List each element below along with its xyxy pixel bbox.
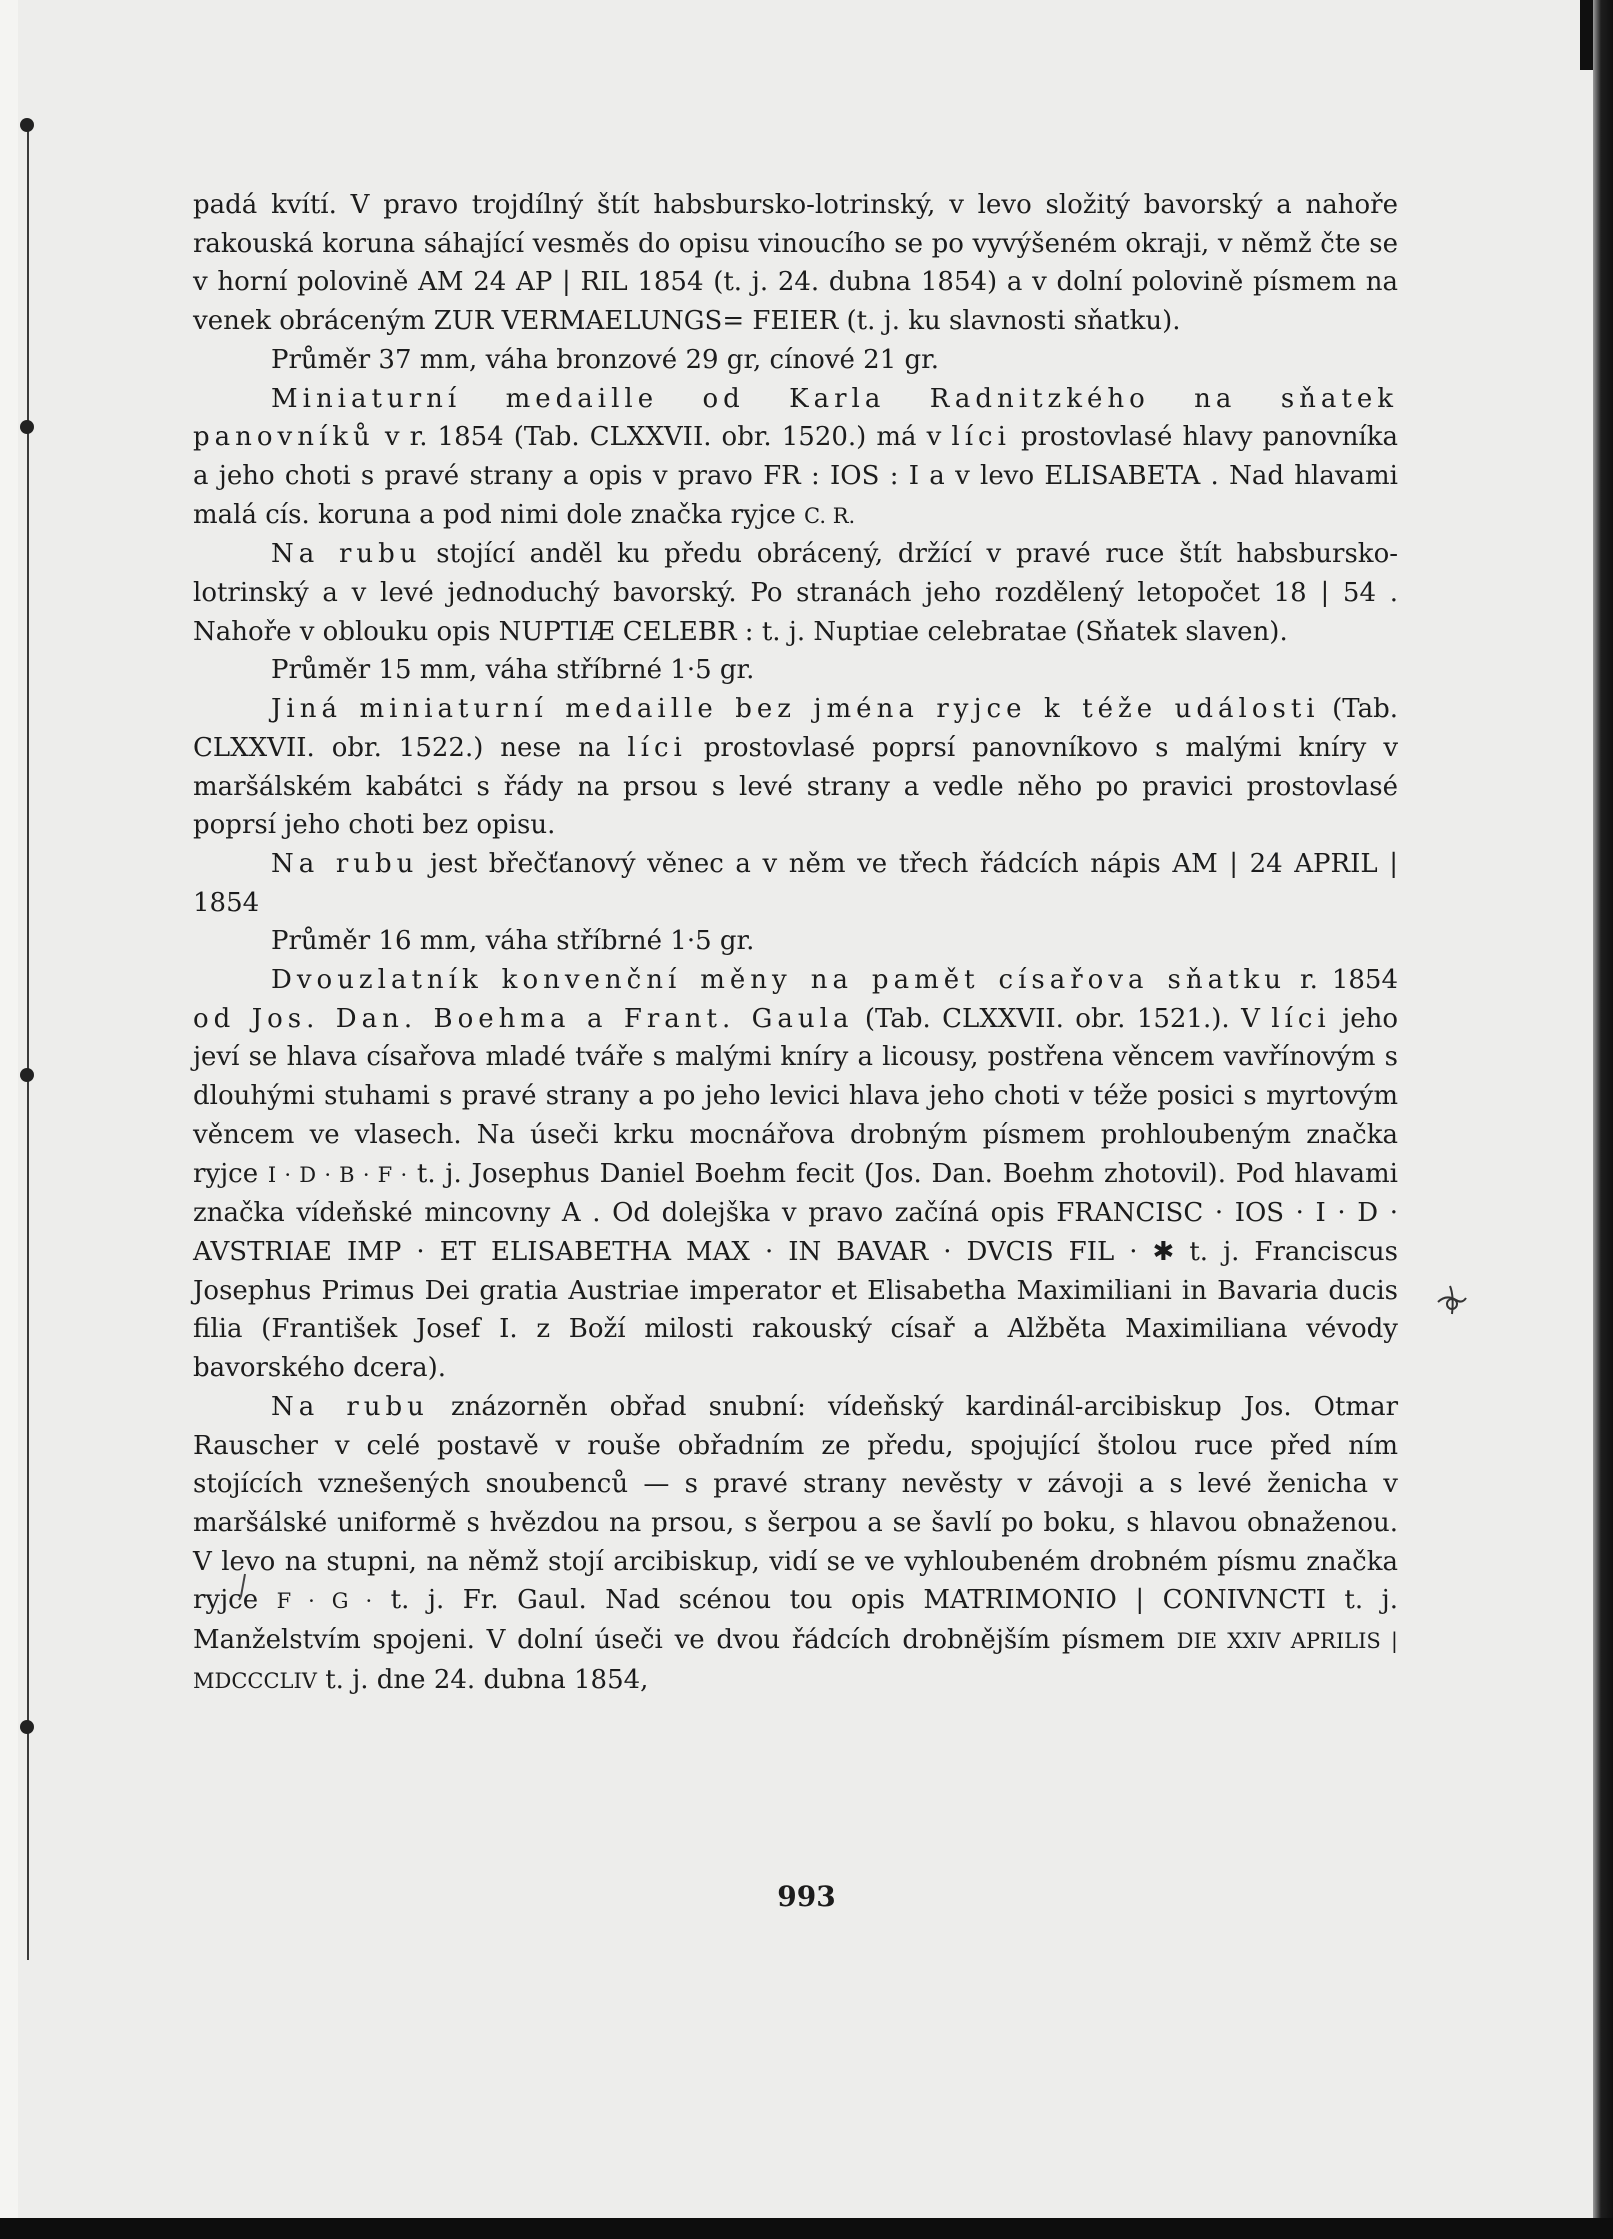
binding-mark — [20, 1068, 34, 1082]
paragraph — [193, 1388, 1398, 1701]
spaced-text: Jiná miniaturní medaille bez jména ryjce k téže události — [271, 694, 1320, 725]
paragraph — [193, 380, 1398, 536]
spaced-text: Na rubu — [271, 848, 419, 879]
scan-edge-bottom — [0, 2218, 1613, 2239]
text-run: v r. 1854 (Tab. CLXXVII. obr. 1520.) má v — [374, 422, 952, 453]
paragraph — [193, 845, 1398, 922]
text-run: prostovlasé hlavy panovníka a jeho choti s pravé strany a opis v pravo FR : IOS : I a v levo ELISABETA . Nad hlavami malá cís. koruna a pod nimi dole značka ryjce — [193, 422, 1399, 530]
text-run: padá kvítí. V pravo trojdílný štít habsbursko-lotrinský, v levo složitý bavorský a nahoře rakouská koruna sáhající vesměs do opisu vinoucího se po vyvýšeném okraji, v němž čte se v horní polovině AM 24 AP | RIL 1854 (t. j. 24. dubna 1854) a v dolní polovině písmem na venek obráceným ZUR VERMAELUNGS= FEIER (t. j. ku slavnosti sňatku). — [193, 190, 1398, 337]
spaced-text: líci — [951, 422, 1011, 453]
text-run: Průměr 37 mm, váha bronzové 29 gr, cínové 21 gr. — [271, 344, 939, 375]
small-caps-text: I · D · B · F · — [267, 1162, 408, 1187]
binding-mark — [20, 1720, 34, 1734]
page-number: 993 — [777, 1880, 836, 1913]
binding-mark — [20, 118, 34, 132]
paragraph — [193, 186, 1398, 341]
text-run: (Tab. CLXXVII. obr. 1522.) nese na — [193, 694, 1398, 763]
text-run: t. j. Josephus Daniel Boehm fecit (Jos. Dan. Boehm zhotovil). Pod hlavami značka vídeňské mincovny A . Od dolejška v pravo začíná opis FRANCISC · IOS · I · D · AVSTRIAE IMP · ET ELISABETHA MAX · IN BAVAR · DVCIS FIL · ✱ t. j. Franciscus Josephus Primus Dei gratia Austriae imperator et Elisabetha Maximiliani in Bavaria ducis filia (František Josef I. z Boží milosti rakouský císař a Alžběta Maximiliana vévody bavorského dcera). — [193, 1158, 1398, 1384]
spaced-text: Na rubu — [271, 1391, 429, 1422]
spaced-text: Miniaturní medaille od Karla Radnitzkého na sňatek panovníků — [193, 383, 1398, 453]
paragraph — [193, 961, 1398, 1388]
text-run: t. j. dne 24. dubna 1854, — [316, 1664, 649, 1695]
binding-mark — [20, 420, 34, 434]
spaced-text: Na rubu — [271, 539, 422, 570]
paragraph — [193, 922, 1398, 961]
text-run: jeho jeví se hlava císařova mladé tváře s malými kníry a licousy, postřena věncem vavřínovým s dlouhými stuhami s pravé strany a po jeho levici hlava jeho choti v téže posici s myrtovým věncem ve vlasech. Na úseči krku mocnářova drobným písmem prohloubeným značka ryjce — [193, 1003, 1398, 1189]
text-run: t. j. Fr. Gaul. Nad scénou tou opis MATRIMONIO | CONIVNCTI t. j. Manželstvím spojeni. V dolní úseči ve dvou řádcích drobnějším písmem — [193, 1585, 1398, 1656]
text-run: r. 1854 — [1286, 965, 1398, 996]
small-caps-text: DIE XXIV APRILIS | MDCCCLIV — [193, 1629, 1398, 1693]
paragraph — [193, 341, 1398, 380]
paragraph — [193, 651, 1398, 690]
text-run: znázorněn obřad snubní: vídeňský kardinál-arcibiskup Jos. Otmar Rauscher v celé postavě v rouše obřadním ze předu, spojující štolou ruce před ním stojících vznešených snoubenců — s pravé strany nevěsty v závoji a s levé ženicha v maršálské uniformě s hvězdou na prsou, s šerpou a se šavlí po boku, s hlavou obnaženou. V levo na stupni, na němž stojí arcibiskup, vidí se ve vyhloubeném drobném písmu značka ryjce — [193, 1391, 1398, 1616]
spaced-text: od Jos. Dan. Boehma a Frant. Gaula — [193, 1003, 854, 1034]
spaced-text: líci — [627, 732, 687, 763]
text-run: stojící anděl ku předu obrácený, držící v pravé ruce štít habsbursko-lotrinský a v levé jednoduchý bavorský. Po stranách jeho rozdělený letopočet 18 | 54 . Nahoře v oblouku opis NUPTIÆ CELEBR : t. j. Nuptiae celebratae (Sňatek slaven). — [193, 539, 1399, 647]
text-run: jest břečťanový věnec a v něm ve třech řádcích nápis AM | 24 APRIL | 1854 — [193, 848, 1398, 918]
small-caps-text: C. R. — [804, 503, 856, 528]
paragraph — [193, 535, 1398, 651]
spaced-text: líci — [1271, 1003, 1331, 1034]
paragraph — [193, 690, 1398, 845]
binding-line — [27, 130, 29, 1960]
small-caps-text: F · G · — [276, 1589, 373, 1614]
text-run: (Tab. CLXXVII. obr. 1521.). V — [853, 1003, 1272, 1034]
text-run: prostovlasé poprsí panovníkovo s malými kníry v maršálském kabátci s řády na prsou s levé strany a vedle něho po pravici prostovlasé poprsí jeho choti bez opisu. — [193, 732, 1399, 841]
body-text — [193, 186, 1398, 1700]
pen-mark-icon — [233, 1572, 253, 1602]
text-run: Průměr 16 mm, váha stříbrné 1·5 gr. — [271, 926, 755, 957]
spaced-text: Dvouzlatník konvenční měny na pamět císařova sňatku — [271, 965, 1287, 996]
text-run: Průměr 15 mm, váha stříbrné 1·5 gr. — [271, 655, 755, 686]
margin-handwritten-mark-icon — [1432, 1280, 1472, 1320]
